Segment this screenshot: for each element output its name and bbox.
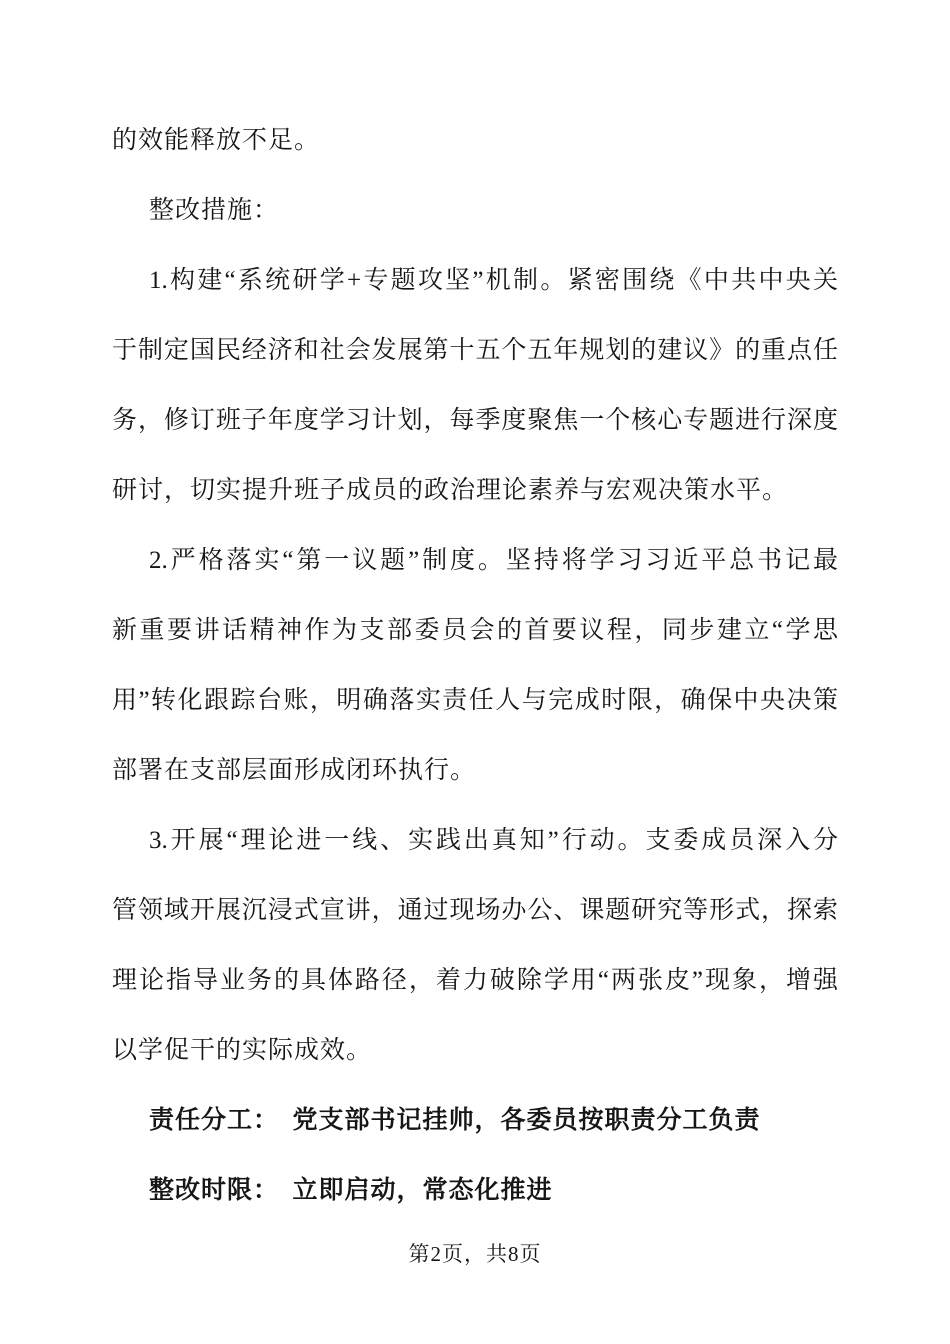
document-text-line: 于制定国民经济和社会发展第十五个五年规划的建议》的重点任 — [112, 337, 838, 364]
page-number: 第2页，共8页 — [408, 1242, 542, 1266]
document-text-line: 2.严格落实“第一议题”制度。坚持将学习习近平总书记最 — [149, 547, 838, 574]
document-text-line: 管领域开展沉浸式宣讲，通过现场办公、课题研究等形式，探索 — [112, 897, 838, 924]
document-body — [112, 106, 838, 1226]
document-text-line: 整改时限： 立即启动，常态化推进 — [149, 1177, 553, 1204]
document-text-line: 整改措施： — [149, 197, 280, 224]
document-text-line: 研讨，切实提升班子成员的政治理论素养与宏观决策水平。 — [112, 477, 789, 504]
page-footer — [0, 1234, 950, 1274]
document-text-line: 3.开展“理论进一线、实践出真知”行动。支委成员深入分 — [149, 827, 838, 854]
document-text-line: 以学促干的实际成效。 — [112, 1037, 373, 1064]
document-text-line: 新重要讲话精神作为支部委员会的首要议程，同步建立“学思 — [112, 617, 838, 644]
document-text-line: 责任分工： 党支部书记挂帅，各委员按职责分工负责 — [149, 1107, 761, 1134]
document-text-line: 的效能释放不足。 — [112, 127, 321, 154]
document-text-line: 用”转化跟踪台账，明确落实责任人与完成时限，确保中央决策 — [112, 687, 838, 714]
document-text-line: 务，修订班子年度学习计划，每季度聚焦一个核心专题进行深度 — [112, 407, 838, 434]
document-text-line: 1.构建“系统研学+专题攻坚”机制。紧密围绕《中共中央关 — [149, 267, 838, 294]
document-text-line: 部署在支部层面形成闭环执行。 — [112, 757, 477, 784]
document-text-line: 理论指导业务的具体路径，着力破除学用“两张皮”现象，增强 — [112, 967, 838, 994]
